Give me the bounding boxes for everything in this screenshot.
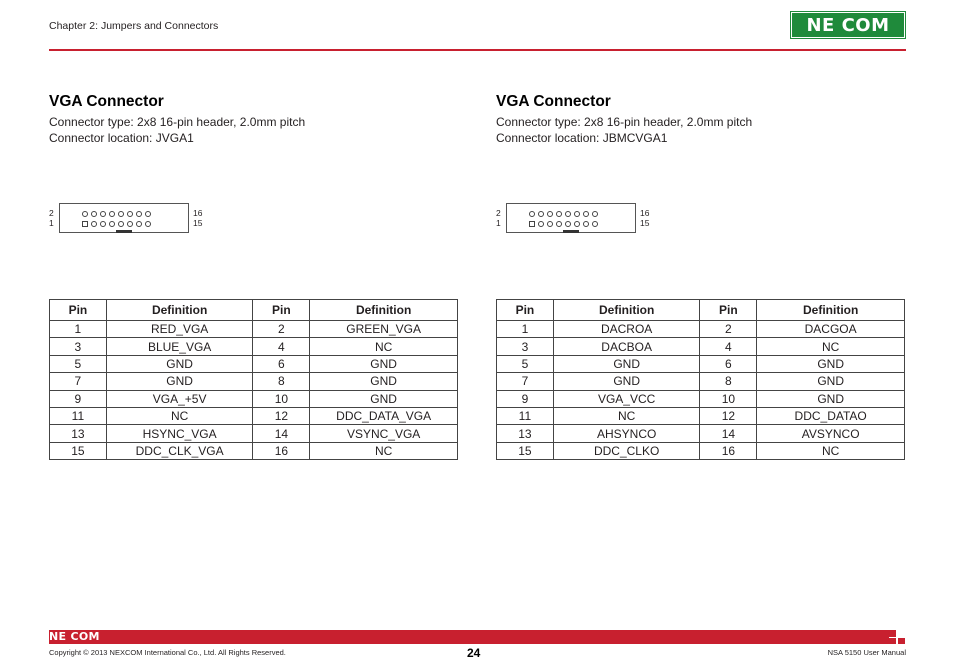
table-cell: NC — [757, 442, 905, 459]
table-cell: 16 — [253, 442, 310, 459]
table-cell: 6 — [253, 355, 310, 372]
table-cell: RED_VGA — [106, 321, 253, 338]
table-header: Pin — [253, 300, 310, 321]
pin-label-1: 1 — [496, 218, 501, 228]
pin-1-square — [529, 221, 535, 227]
section-title: VGA Connector — [496, 93, 611, 110]
table-cell: 4 — [700, 338, 757, 355]
header-rule — [49, 49, 906, 51]
section-jbmcvga1 — [496, 92, 916, 146]
pin-definition-table-jvga1 — [49, 299, 458, 460]
connector-type: Connector type: 2x8 16-pin header, 2.0mm pitch — [49, 115, 306, 129]
table-row — [497, 407, 905, 424]
table-cell: GND — [757, 355, 905, 372]
table-cell: DDC_DATA_VGA — [310, 407, 458, 424]
table-cell: VGA_VCC — [553, 390, 700, 407]
table-cell: GND — [106, 373, 253, 390]
footer-logo: NE COM — [49, 630, 100, 643]
table-cell: DACROA — [553, 321, 700, 338]
table-cell: 12 — [253, 407, 310, 424]
table-cell: NC — [553, 407, 700, 424]
table-cell: GND — [106, 355, 253, 372]
table-cell: BLUE_VGA — [106, 338, 253, 355]
table-cell: NC — [310, 442, 458, 459]
footer-bar — [49, 630, 889, 644]
table-cell: 7 — [50, 373, 107, 390]
table-cell: AVSYNCO — [757, 425, 905, 442]
table-header: Pin — [50, 300, 107, 321]
table-row — [497, 355, 905, 372]
table-header: Pin — [700, 300, 757, 321]
pin-label-16: 16 — [193, 208, 203, 218]
table-header: Definition — [106, 300, 253, 321]
pin-label-1: 1 — [49, 218, 54, 228]
header-key — [116, 230, 132, 233]
table-cell: 15 — [50, 442, 107, 459]
pin-label-2: 2 — [496, 208, 501, 218]
table-row — [497, 321, 905, 338]
pin-label-2: 2 — [49, 208, 54, 218]
table-cell: NC — [310, 338, 458, 355]
table-cell: 10 — [253, 390, 310, 407]
header-outline — [506, 203, 636, 233]
table-row — [497, 373, 905, 390]
pin-1-square — [82, 221, 88, 227]
table-cell: 15 — [497, 442, 554, 459]
table-cell: 9 — [497, 390, 554, 407]
page-number: 24 — [467, 646, 481, 660]
chapter-title: Chapter 2: Jumpers and Connectors — [49, 20, 219, 32]
table-cell: HSYNC_VGA — [106, 425, 253, 442]
connector-location: Connector location: JVGA1 — [49, 131, 194, 145]
table-cell: 1 — [497, 321, 554, 338]
section-title: VGA Connector — [49, 93, 164, 110]
table-row — [497, 442, 905, 459]
header-outline — [59, 203, 189, 233]
table-cell: GND — [553, 373, 700, 390]
pin-label-15: 15 — [193, 218, 203, 228]
copyright-text: Copyright © 2013 NEXCOM International Co., Ltd. All Rights Reserved. — [49, 648, 286, 657]
table-cell: 2 — [700, 321, 757, 338]
table-header: Definition — [757, 300, 905, 321]
table-cell: 8 — [700, 373, 757, 390]
table-row — [50, 390, 458, 407]
pin-label-15: 15 — [640, 218, 650, 228]
table-header: Definition — [553, 300, 700, 321]
header-key — [563, 230, 579, 233]
table-header-row — [497, 300, 905, 321]
table-cell: GND — [553, 355, 700, 372]
footer-squares-icon — [889, 630, 906, 644]
table-cell: GND — [310, 390, 458, 407]
table-row — [50, 338, 458, 355]
table-cell: GND — [757, 373, 905, 390]
pin-header-diagram — [49, 203, 209, 233]
table-header: Definition — [310, 300, 458, 321]
table-cell: GND — [757, 390, 905, 407]
table-cell: AHSYNCO — [553, 425, 700, 442]
table-cell: 5 — [497, 355, 554, 372]
table-cell: DACBOA — [553, 338, 700, 355]
table-cell: 11 — [497, 407, 554, 424]
table-cell: 2 — [253, 321, 310, 338]
table-cell: 13 — [50, 425, 107, 442]
table-cell: 10 — [700, 390, 757, 407]
table-cell: GREEN_VGA — [310, 321, 458, 338]
table-cell: VSYNC_VGA — [310, 425, 458, 442]
table-row — [497, 425, 905, 442]
table-cell: 8 — [253, 373, 310, 390]
connector-location: Connector location: JBMCVGA1 — [496, 131, 668, 145]
table-cell: 3 — [50, 338, 107, 355]
table-row — [50, 355, 458, 372]
table-cell: DDC_CLK_VGA — [106, 442, 253, 459]
table-cell: 5 — [50, 355, 107, 372]
table-cell: 11 — [50, 407, 107, 424]
table-cell: 14 — [253, 425, 310, 442]
table-row — [497, 338, 905, 355]
table-row — [50, 425, 458, 442]
table-cell: DDC_CLKO — [553, 442, 700, 459]
table-cell: VGA_+5V — [106, 390, 253, 407]
manual-title: NSA 5150 User Manual — [827, 648, 906, 657]
table-cell: NC — [757, 338, 905, 355]
section-jvga1 — [49, 92, 469, 146]
table-cell: 16 — [700, 442, 757, 459]
table-cell: NC — [106, 407, 253, 424]
table-cell: GND — [310, 373, 458, 390]
pin-label-16: 16 — [640, 208, 650, 218]
table-row — [50, 373, 458, 390]
table-row — [497, 390, 905, 407]
table-cell: 4 — [253, 338, 310, 355]
pin-definition-table-jbmcvga1 — [496, 299, 905, 460]
table-cell: 3 — [497, 338, 554, 355]
table-row — [50, 407, 458, 424]
nexcom-logo — [790, 11, 906, 39]
table-cell: 7 — [497, 373, 554, 390]
table-header: Pin — [497, 300, 554, 321]
table-cell: 12 — [700, 407, 757, 424]
table-cell: 13 — [497, 425, 554, 442]
table-cell: 1 — [50, 321, 107, 338]
table-cell: 14 — [700, 425, 757, 442]
table-row — [50, 321, 458, 338]
table-row — [50, 442, 458, 459]
table-cell: DDC_DATAO — [757, 407, 905, 424]
pin-header-diagram — [496, 203, 656, 233]
table-cell: 6 — [700, 355, 757, 372]
table-cell: GND — [310, 355, 458, 372]
table-cell: 9 — [50, 390, 107, 407]
table-header-row — [50, 300, 458, 321]
logo-text: NE COM — [806, 14, 890, 36]
connector-type: Connector type: 2x8 16-pin header, 2.0mm pitch — [496, 115, 753, 129]
table-cell: DACGOA — [757, 321, 905, 338]
